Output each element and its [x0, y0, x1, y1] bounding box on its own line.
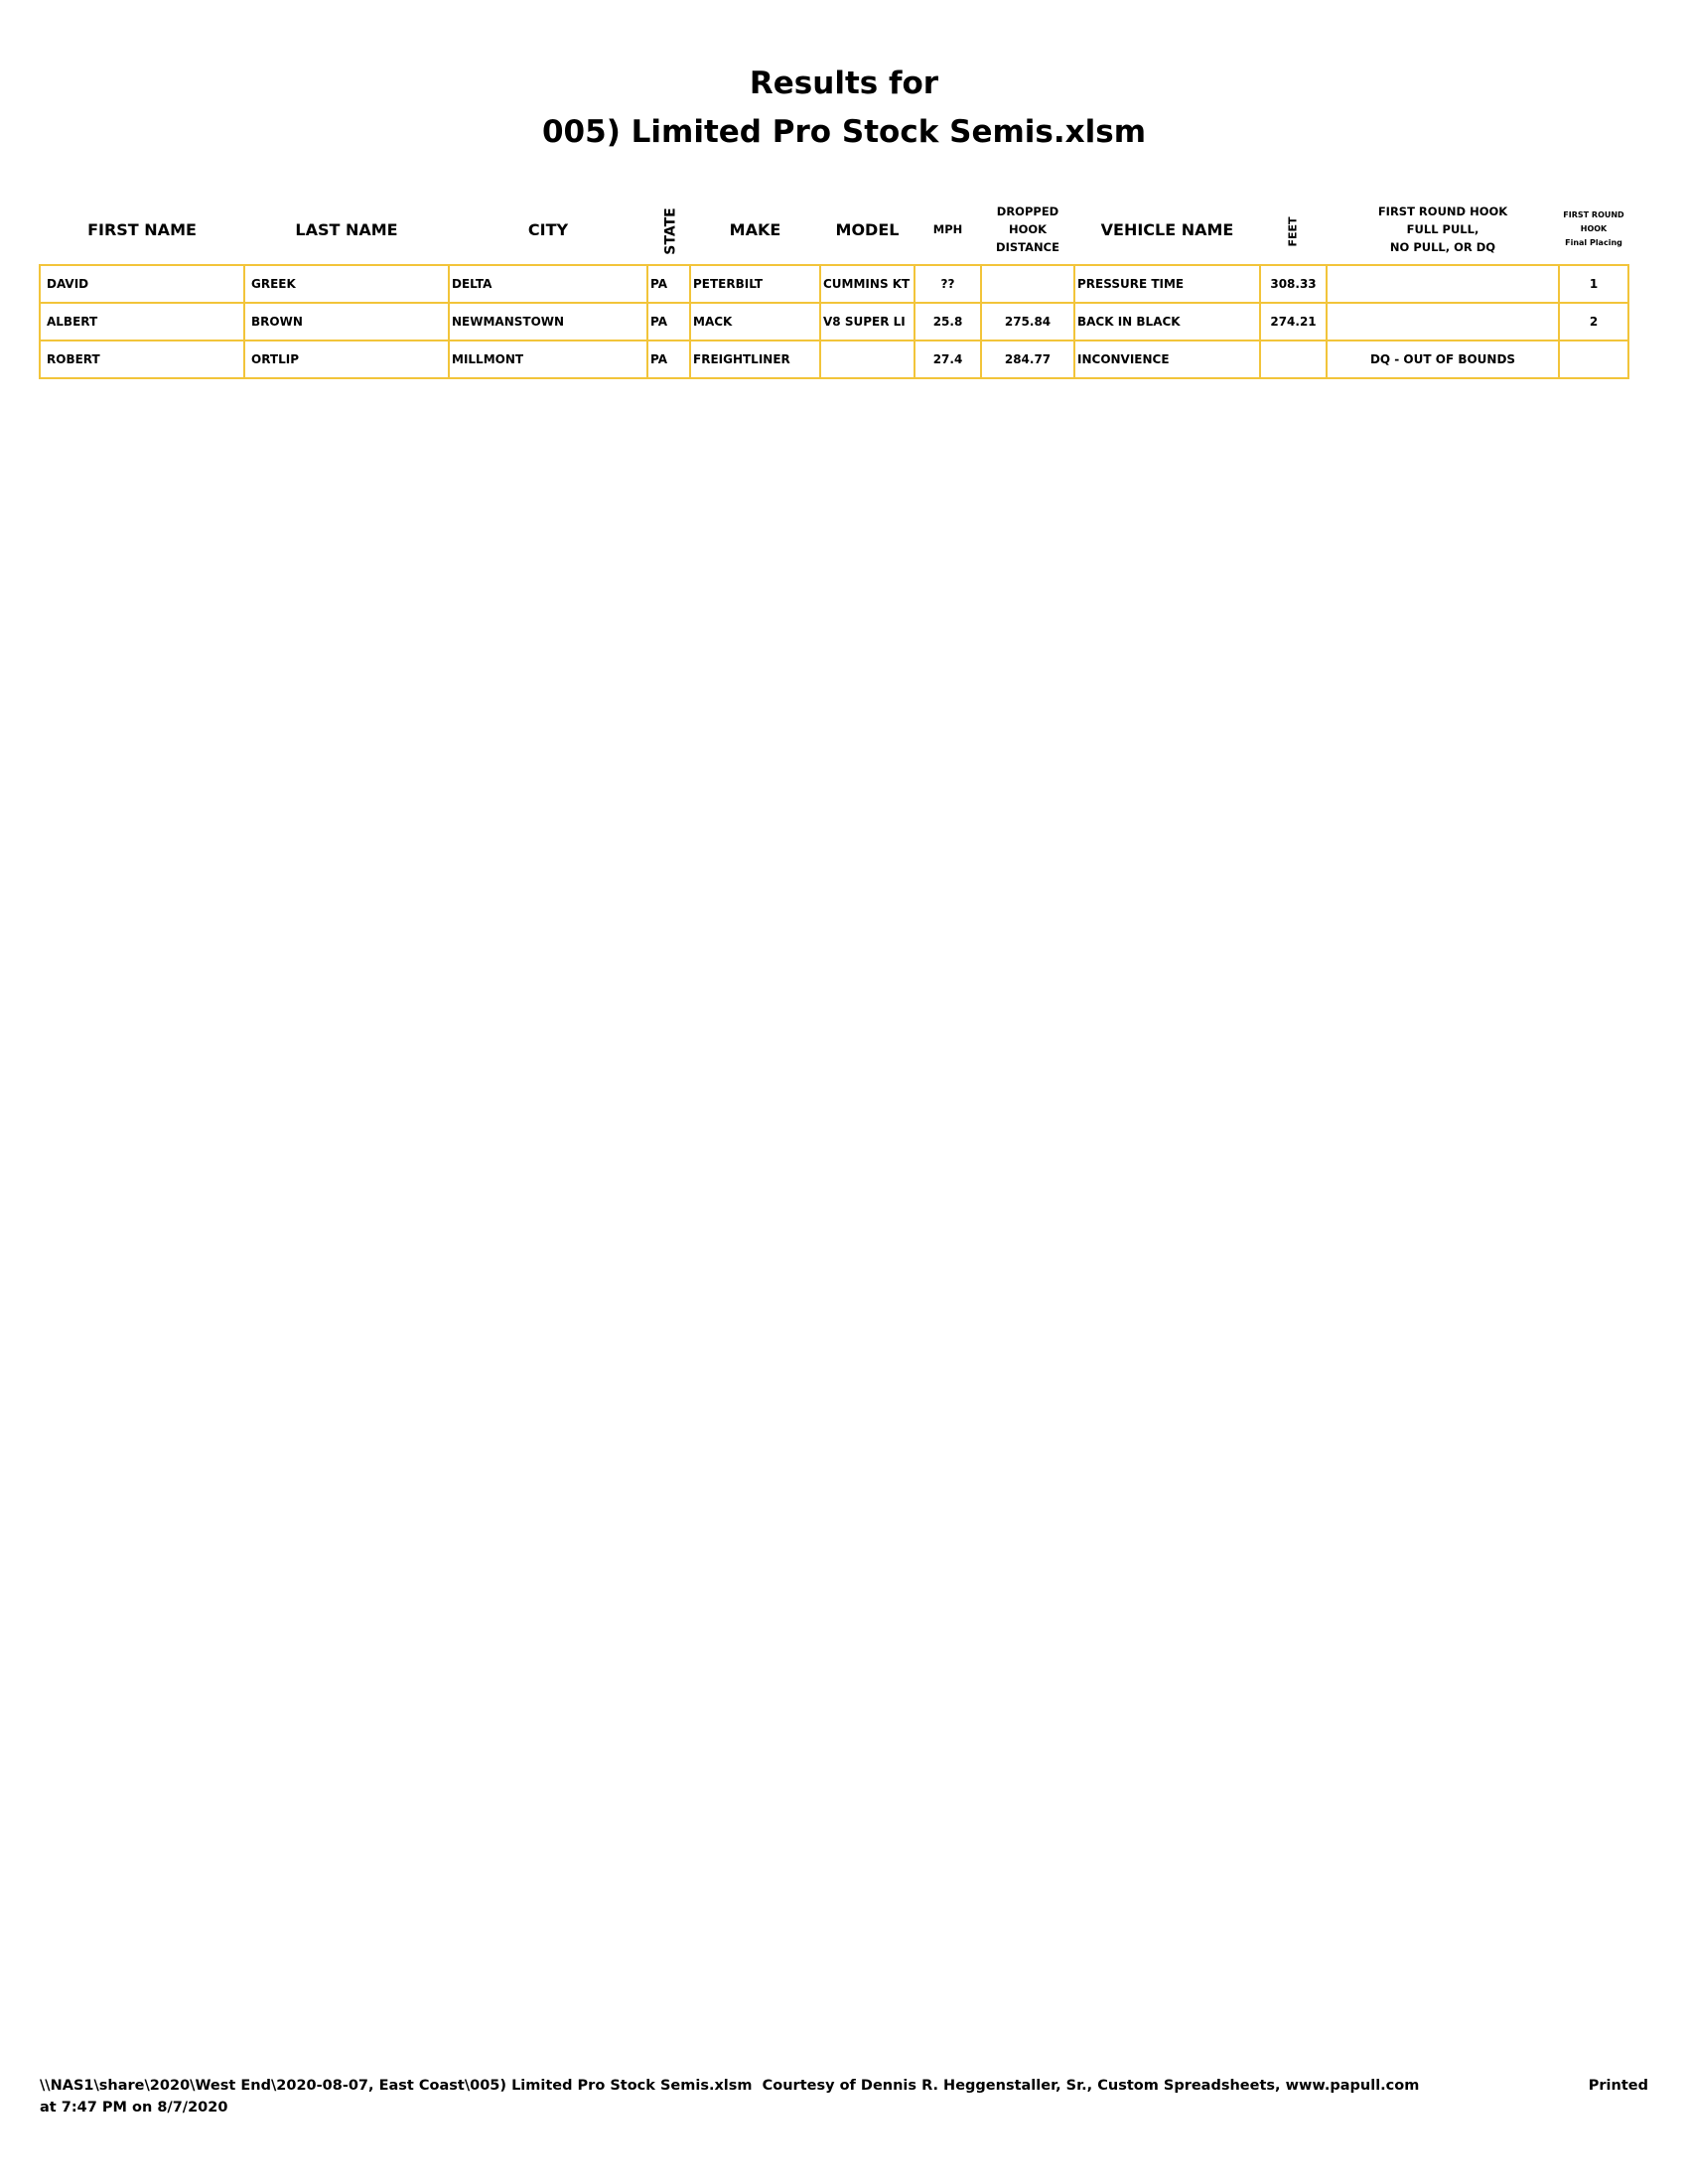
header-first-round-hook: [1327, 195, 1559, 265]
header-first-round-line-1: FIRST ROUND HOOK: [1377, 205, 1508, 218]
cell-feet: 308.33: [1260, 265, 1327, 303]
table-row: [40, 265, 1628, 303]
cell-feet: [1260, 341, 1327, 378]
header-feet: [1260, 195, 1327, 265]
header-make: MAKE: [729, 219, 781, 239]
header-dropped-hook-distance: [981, 195, 1074, 265]
header-last-name: LAST NAME: [295, 219, 398, 239]
header-mph: MPH: [932, 222, 963, 236]
header-dropped-line-2: HOOK: [1008, 222, 1048, 236]
footer-file-path: \\NAS1\share\2020\West End\2020-08-07, East Coast\005) Limited Pro Stock Semis.xlsm Courtesy of Dennis R. Heggenstaller, Sr., Custom Spreadsheets, www.papull.com: [40, 2078, 1420, 2094]
cell-first-round-status: DQ - OUT OF BOUNDS: [1327, 341, 1559, 378]
cell-model: CUMMINS KT: [820, 265, 914, 303]
title-file-name: 005) Limited Pro Stock Semis.xlsm: [541, 114, 1146, 150]
header-placing-line-1: FIRST ROUND: [1563, 210, 1624, 219]
header-model: MODEL: [835, 219, 900, 239]
header-dropped-line-1: DROPPED: [996, 205, 1059, 218]
cell-vehicle-name: BACK IN BLACK: [1074, 303, 1260, 341]
header-city: CITY: [527, 219, 569, 239]
cell-first-round-status: [1327, 265, 1559, 303]
cell-placing: [1559, 341, 1628, 378]
page-footer: [40, 2075, 1648, 2118]
cell-dropped-hook-distance: 284.77: [981, 341, 1074, 378]
title-line-1: Results for: [749, 66, 939, 101]
cell-state: PA: [647, 265, 690, 303]
header-placing-line-2: HOOK: [1580, 224, 1608, 233]
cell-make: MACK: [690, 303, 820, 341]
cell-first-round-status: [1327, 303, 1559, 341]
cell-vehicle-name: PRESSURE TIME: [1074, 265, 1260, 303]
footer-printed-label: Printed: [1588, 2078, 1648, 2094]
cell-placing: 2: [1559, 303, 1628, 341]
cell-mph: ??: [914, 265, 981, 303]
cell-mph: 25.8: [914, 303, 981, 341]
header-dropped-line-3: DISTANCE: [996, 240, 1059, 254]
results-table: [39, 195, 1629, 379]
header-final-placing: [1559, 195, 1628, 265]
cell-feet: 274.21: [1260, 303, 1327, 341]
cell-dropped-hook-distance: 275.84: [981, 303, 1074, 341]
cell-state: PA: [647, 341, 690, 378]
header-state: [647, 195, 690, 265]
cell-make: FREIGHTLINER: [690, 341, 820, 378]
header-first-round-line-2: FULL PULL,: [1406, 222, 1479, 236]
cell-first-name: ROBERT: [40, 341, 244, 378]
table-row: [40, 341, 1628, 378]
cell-last-name: GREEK: [244, 265, 449, 303]
header-state-label: STATE: [662, 206, 679, 255]
cell-city: DELTA: [449, 265, 647, 303]
cell-dropped-hook-distance: [981, 265, 1074, 303]
cell-first-name: DAVID: [40, 265, 244, 303]
cell-model: V8 SUPER LI: [820, 303, 914, 341]
cell-state: PA: [647, 303, 690, 341]
cell-vehicle-name: INCONVIENCE: [1074, 341, 1260, 378]
footer-printed-time: at 7:47 PM on 8/7/2020: [40, 2100, 228, 2116]
header-first-round-line-3: NO PULL, OR DQ: [1389, 240, 1496, 254]
cell-placing: 1: [1559, 265, 1628, 303]
header-vehicle-name: VEHICLE NAME: [1100, 219, 1234, 239]
table-row: [40, 303, 1628, 341]
header-placing-line-3: Final Placing: [1565, 238, 1622, 247]
cell-last-name: ORTLIP: [244, 341, 449, 378]
cell-last-name: BROWN: [244, 303, 449, 341]
header-first-name: FIRST NAME: [87, 219, 197, 239]
cell-city: NEWMANSTOWN: [449, 303, 647, 341]
header-row: [40, 195, 1628, 265]
cell-first-name: ALBERT: [40, 303, 244, 341]
cell-mph: 27.4: [914, 341, 981, 378]
header-feet-label: FEET: [1286, 215, 1300, 247]
cell-model: [820, 341, 914, 378]
cell-make: PETERBILT: [690, 265, 820, 303]
cell-city: MILLMONT: [449, 341, 647, 378]
